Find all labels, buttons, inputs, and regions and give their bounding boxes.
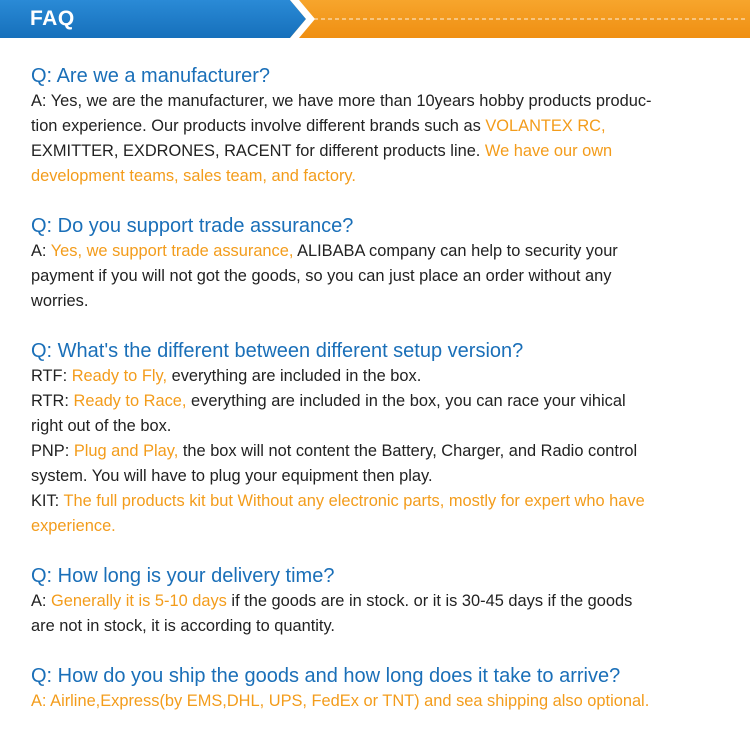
- faq-item-trade-assurance: [31, 214, 731, 314]
- pnp-text: the box will not content the Battery, Charger, and Radio control: [178, 442, 638, 460]
- kit-term: experience.: [31, 517, 116, 535]
- answer-segment: worries.: [31, 292, 89, 310]
- answer-segment: payment if you will not got the goods, so you can just place an order without any: [31, 267, 612, 285]
- faq-item-manufacturer: [31, 64, 731, 189]
- faq-banner: [0, 0, 750, 38]
- rtr-term: Ready to Race,: [73, 392, 187, 410]
- answer-highlight: development teams, sales team, and factory.: [31, 167, 356, 185]
- faq-item-setup-version: [31, 339, 731, 539]
- answer-segment: A:: [31, 592, 52, 610]
- pnp-text: system. You will have to plug your equipment then play.: [31, 467, 433, 485]
- answer-text: [31, 239, 731, 314]
- answer-highlight: VOLANTEX RC,: [485, 117, 606, 135]
- answer-segment: ALIBABA company can help to security your: [293, 242, 618, 260]
- answer-highlight: Generally it is 5-10 days: [51, 592, 227, 610]
- answer-highlight: A: Airline,Express(by EMS,DHL, UPS, FedEx or TNT) and sea shipping also optional.: [31, 692, 650, 710]
- question-text: Q: Are we a manufacturer?: [31, 65, 271, 87]
- answer-segment: are not in stock, it is according to quantity.: [31, 617, 335, 635]
- kit-term: The full products kit but Without any electronic parts, mostly for expert who have: [63, 492, 645, 510]
- answer-segment: if the goods are in stock. or it is 30-45 days if the goods: [226, 592, 633, 610]
- rtr-label: RTR:: [31, 392, 74, 410]
- faq-item-shipping: [31, 664, 731, 714]
- question-text: Q: How long is your delivery time?: [31, 565, 335, 587]
- answer-segment: EXMITTER, EXDRONES, RACENT for different products line.: [31, 142, 485, 160]
- answer-text: [31, 364, 731, 539]
- faq-item-delivery-time: [31, 564, 731, 639]
- answer-text: [31, 589, 731, 639]
- question-text: Q: How do you ship the goods and how long does it take to arrive?: [31, 665, 621, 687]
- answer-text: [31, 89, 731, 189]
- pnp-label: PNP:: [31, 442, 74, 460]
- kit-label: KIT:: [31, 492, 64, 510]
- answer-highlight: Yes, we support trade assurance,: [50, 242, 294, 260]
- banner-title: FAQ: [30, 7, 75, 30]
- rtf-text: everything are included in the box.: [167, 367, 422, 385]
- rtr-text: right out of the box.: [31, 417, 172, 435]
- faq-list: [31, 64, 731, 714]
- answer-highlight: We have our own: [484, 142, 613, 160]
- rtf-label: RTF:: [31, 367, 72, 385]
- pnp-term: Plug and Play,: [73, 442, 179, 460]
- question-text: Q: What's the different between different setup version?: [31, 340, 524, 362]
- rtf-term: Ready to Fly,: [71, 367, 168, 385]
- answer-segment: A:: [31, 242, 51, 260]
- answer-segment: A: Yes, we are the manufacturer, we have more than 10years hobby products produc-: [31, 92, 652, 110]
- rtr-text: everything are included in the box, you can race your vihical: [186, 392, 626, 410]
- answer-segment: tion experience. Our products involve different brands such as: [31, 117, 486, 135]
- answer-text: [31, 689, 731, 714]
- banner-graphic: [0, 0, 750, 38]
- question-text: Q: Do you support trade assurance?: [31, 215, 354, 237]
